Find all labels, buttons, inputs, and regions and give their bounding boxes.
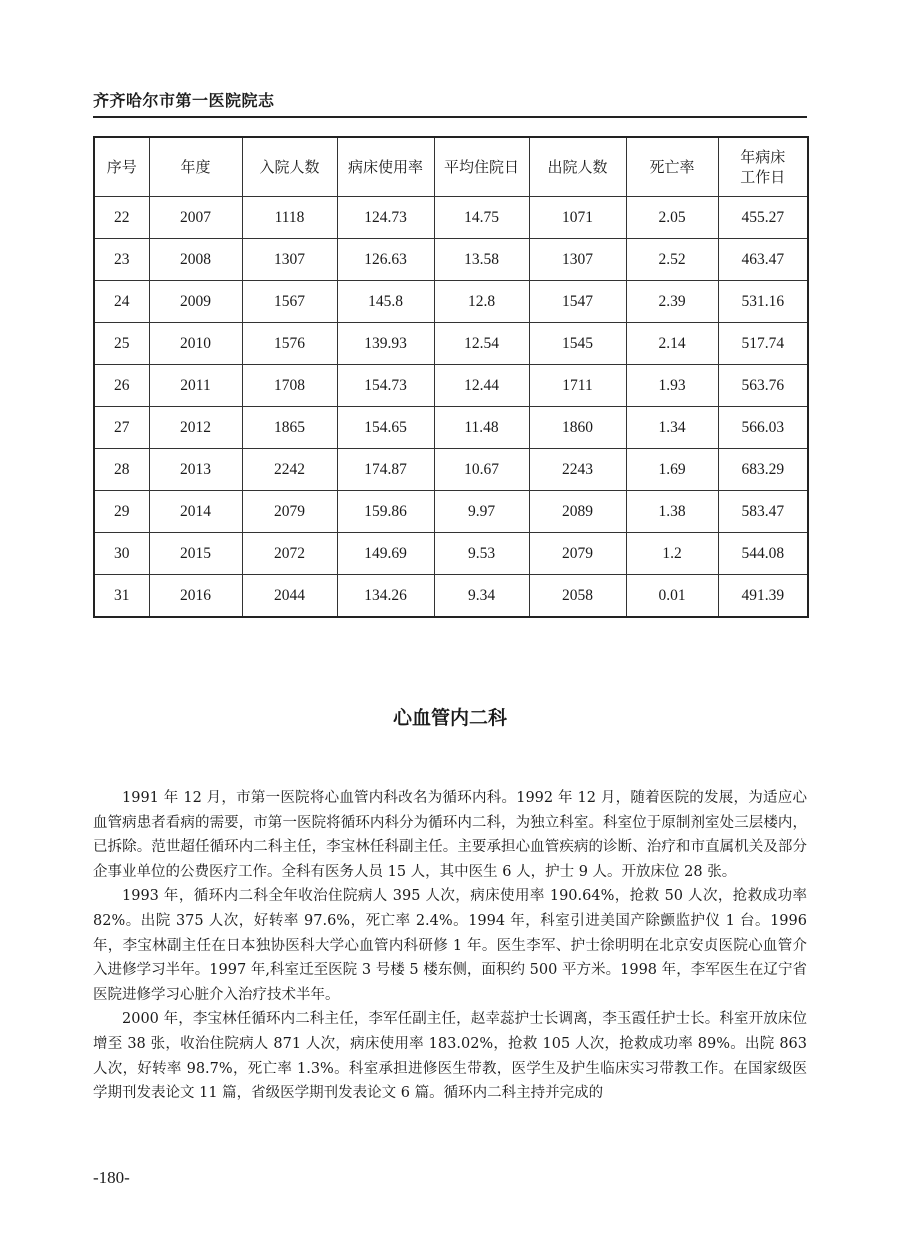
table-cell: 23 — [94, 239, 149, 281]
table-cell: 30 — [94, 533, 149, 575]
table-cell: 517.74 — [718, 323, 808, 365]
body-text — [93, 786, 807, 1106]
paragraph: 1991 年 12 月，市第一医院将心血管内科改名为循环内科。1992 年 12 月，随着医院的发展，为适应心血管病患者看病的需要，市第一医院将循环内科分为循环内二科，为独立科室。科室位于原制剂室处三层楼内，已拆除。范世超任循环内二科主任，李宝林任科副主任。主要承担心血管疾病的诊断、治疗和市直属机关及部分企事业单位的公费医疗工作。全科有医务人员 15 人，其中医生 6 人，护士 9 人。开放床位 28 张。 — [93, 790, 807, 880]
table-cell: 1118 — [242, 197, 337, 239]
table-row — [94, 575, 808, 618]
table-cell: 2079 — [242, 491, 337, 533]
table-cell: 683.29 — [718, 449, 808, 491]
table-cell: 149.69 — [337, 533, 434, 575]
table-cell: 463.47 — [718, 239, 808, 281]
table-cell: 1.2 — [626, 533, 718, 575]
table-cell: 26 — [94, 365, 149, 407]
table-cell: 455.27 — [718, 197, 808, 239]
table-cell: 2.52 — [626, 239, 718, 281]
table-cell: 9.53 — [434, 533, 529, 575]
table-row — [94, 239, 808, 281]
table-cell: 563.76 — [718, 365, 808, 407]
table-cell: 2044 — [242, 575, 337, 618]
table-row — [94, 407, 808, 449]
table-row — [94, 281, 808, 323]
table-cell: 1.69 — [626, 449, 718, 491]
header-cell: 死亡率 — [626, 137, 718, 197]
table-cell: 12.8 — [434, 281, 529, 323]
table-cell: 2.05 — [626, 197, 718, 239]
table-cell: 14.75 — [434, 197, 529, 239]
header-cell-line: 年病床 — [740, 148, 786, 166]
table-cell: 1.38 — [626, 491, 718, 533]
table-cell: 2008 — [149, 239, 242, 281]
table-cell: 154.73 — [337, 365, 434, 407]
table-cell: 566.03 — [718, 407, 808, 449]
table-cell: 139.93 — [337, 323, 434, 365]
table-cell: 12.44 — [434, 365, 529, 407]
table-cell: 9.97 — [434, 491, 529, 533]
table-cell: 1547 — [529, 281, 626, 323]
header-cell: 序号 — [94, 137, 149, 197]
table-body — [94, 197, 808, 618]
table-cell: 2013 — [149, 449, 242, 491]
table-cell: 159.86 — [337, 491, 434, 533]
table-cell: 1865 — [242, 407, 337, 449]
table-cell: 2089 — [529, 491, 626, 533]
table-cell: 1576 — [242, 323, 337, 365]
table-cell: 11.48 — [434, 407, 529, 449]
table-cell: 2009 — [149, 281, 242, 323]
statistics-table — [93, 136, 809, 618]
table-cell: 1545 — [529, 323, 626, 365]
table-cell: 2243 — [529, 449, 626, 491]
table-cell: 0.01 — [626, 575, 718, 618]
table-cell: 2016 — [149, 575, 242, 618]
table-cell: 126.63 — [337, 239, 434, 281]
header-cell — [718, 137, 808, 197]
table-cell: 29 — [94, 491, 149, 533]
header-cell: 病床使用率 — [337, 137, 434, 197]
table-cell: 24 — [94, 281, 149, 323]
table-cell: 2011 — [149, 365, 242, 407]
table-cell: 28 — [94, 449, 149, 491]
table-row — [94, 449, 808, 491]
table-cell: 2079 — [529, 533, 626, 575]
table-cell: 583.47 — [718, 491, 808, 533]
table-cell: 2012 — [149, 407, 242, 449]
table-cell: 12.54 — [434, 323, 529, 365]
running-head: 齐齐哈尔市第一医院院志 — [93, 91, 275, 110]
header-cell: 入院人数 — [242, 137, 337, 197]
table-cell: 31 — [94, 575, 149, 618]
table-row — [94, 365, 808, 407]
table-cell: 2072 — [242, 533, 337, 575]
header-rule — [93, 116, 807, 118]
table-cell: 2.14 — [626, 323, 718, 365]
header-cell: 平均住院日 — [434, 137, 529, 197]
paragraph: 1993 年，循环内二科全年收治住院病人 395 人次，病床使用率 190.64%，抢救 50 人次，抢救成功率 82%。出院 375 人次，好转率 97.6%，死亡率 2.4%。1994 年，科室引进美国产除颤监护仪 1 台。1996 年，李宝林副主任在日本独协医科大学心血管内科研修 1 年。医生李军、护士徐明明在北京安贞医院心血管介入进修学习半年。1997 年,科室迁至医院 3 号楼 5 楼东侧，面积约 500 平方米。1998 年，李军医生在辽宁省医院进修学习心脏介入治疗技术半年。 — [93, 888, 807, 1003]
table-cell: 27 — [94, 407, 149, 449]
table-cell: 13.58 — [434, 239, 529, 281]
table-cell: 2010 — [149, 323, 242, 365]
table-cell: 22 — [94, 197, 149, 239]
table-cell: 1567 — [242, 281, 337, 323]
table-cell: 124.73 — [337, 197, 434, 239]
table-cell: 2014 — [149, 491, 242, 533]
table-cell: 9.34 — [434, 575, 529, 618]
table-cell: 10.67 — [434, 449, 529, 491]
table-cell: 1.93 — [626, 365, 718, 407]
paragraph: 2000 年，李宝林任循环内二科主任，李军任副主任，赵幸蕊护士长调离，李玉霞任护士长。科室开放床位增至 38 张，收治住院病人 871 人次，病床使用率 183.02%，抢救 105 人次，抢救成功率 89%。出院 863 人次，好转率 98.7%，死亡率 1.3%。科室承担进修医生带教，医学生及护生临床实习带教工作。在国家级医学期刊发表论文 11 篇，省级医学期刊发表论文 6 篇。循环内二科主持并完成的 — [93, 1011, 807, 1102]
table-cell: 2058 — [529, 575, 626, 618]
header-cell: 出院人数 — [529, 137, 626, 197]
table-cell: 1307 — [242, 239, 337, 281]
table-cell: 154.65 — [337, 407, 434, 449]
table-cell: 25 — [94, 323, 149, 365]
table-cell: 134.26 — [337, 575, 434, 618]
table-cell: 174.87 — [337, 449, 434, 491]
table-cell: 2015 — [149, 533, 242, 575]
table-cell: 531.16 — [718, 281, 808, 323]
table-cell: 1708 — [242, 365, 337, 407]
table-cell: 544.08 — [718, 533, 808, 575]
table-header-row — [94, 137, 808, 197]
table-cell: 2242 — [242, 449, 337, 491]
header-cell-line: 工作日 — [740, 168, 786, 186]
header-cell: 年度 — [149, 137, 242, 197]
table-cell: 1071 — [529, 197, 626, 239]
table-cell: 1307 — [529, 239, 626, 281]
table-row — [94, 533, 808, 575]
table-cell: 1711 — [529, 365, 626, 407]
table-row — [94, 491, 808, 533]
page-number: -180- — [93, 1168, 130, 1187]
table-cell: 1.34 — [626, 407, 718, 449]
table-row — [94, 197, 808, 239]
table-cell: 2.39 — [626, 281, 718, 323]
table-cell: 2007 — [149, 197, 242, 239]
section-title: 心血管内二科 — [392, 707, 507, 729]
table-cell: 145.8 — [337, 281, 434, 323]
table-cell: 491.39 — [718, 575, 808, 618]
table-row — [94, 323, 808, 365]
table-cell: 1860 — [529, 407, 626, 449]
